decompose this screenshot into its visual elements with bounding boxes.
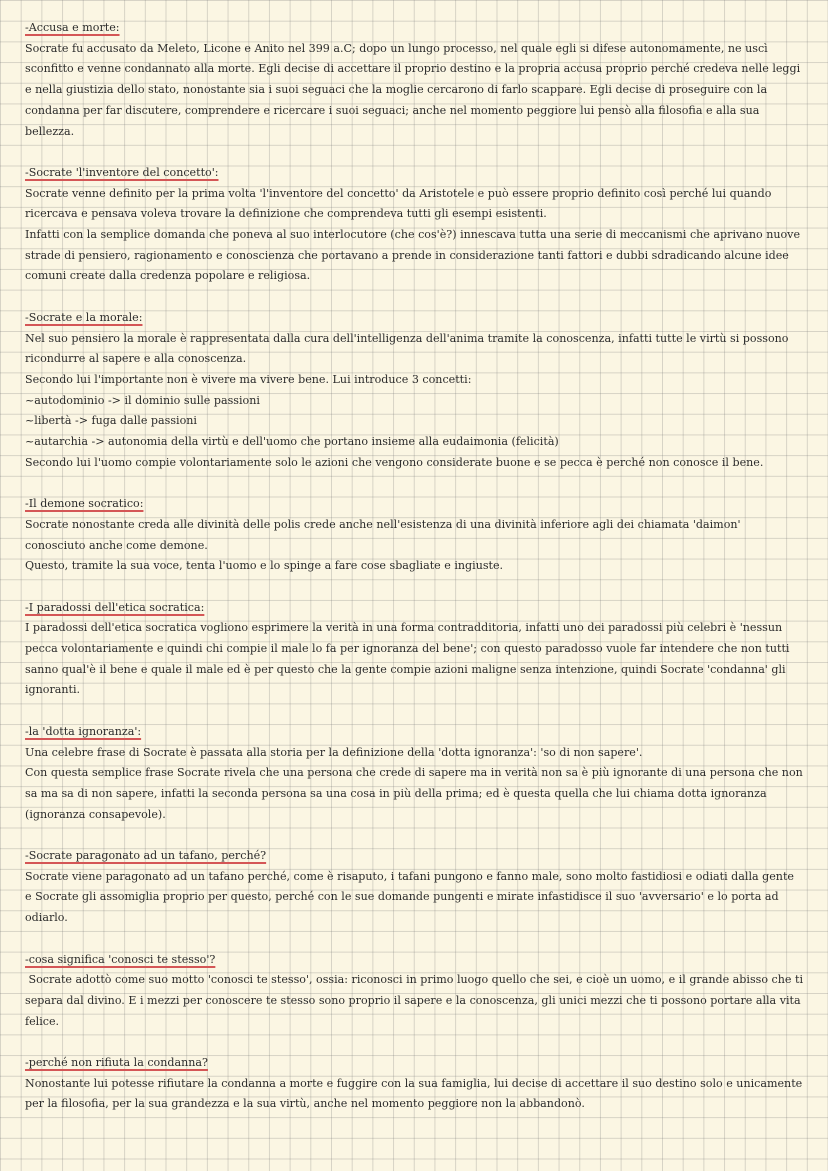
paragraph: I paradossi dell'etica socratica vogliono esprimere la verità in una forma contradditoria, infatti uno dei paradossi più celebri è 'nessun pecca volontariamente e quindi chi compie il male lo fa per ignoranza del bene'; con questo paradosso vuole far intendere che non tutti sanno qual'è il bene e quale il male ed è per questo che la gente compie azioni maligne senza intenzione, quindi Socrate 'condanna' gli ignoranti. [25, 621, 790, 697]
paragraph: Socrate fu accusato da Meleto, Licone e Anito nel 399 a.C; dopo un lungo processo, nel quale egli si difese autonomamente, ne uscì sconfitto e venne condannato alla morte. Egli decise di accettare il proprio destino e la propria accusa proprio perché credeva nelle leggi e nella giustizia dello stato, nonostante sia i suoi seguaci che la moglie cercarono di farlo scappare. Egli decise di proseguire con la condanna per far discutere, comprendere e ricercare i suoi seguaci; anche nel momento peggiore lui pensò alla filosofia e alla sua bellezza. [25, 41, 801, 138]
section-heading: -I paradossi dell'etica socratica: [25, 600, 205, 614]
paragraph: Con questa semplice frase Socrate rivela che una persona che crede di sapere ma in verità non sa è più ignorante di una persona che non sa ma sa di non sapere, infatti la seconda persona sa una cosa in più della prima; ed è questa quella che lui chiama dotta ignoranza (ignoranza consapevole). [25, 766, 803, 821]
section-heading: -Socrate e la morale: [25, 310, 143, 324]
section-heading: -Socrate 'l'inventore del concetto': [25, 165, 219, 179]
paragraph: Una celebre frase di Socrate è passata alla storia per la definizione della 'dotta ignoranza': 'so di non sapere'. [25, 745, 643, 759]
section-dotta-ignoranza [25, 722, 803, 826]
paragraph: Socrate venne definito per la prima volta 'l'inventore del concetto' da Aristotele e può essere proprio definito così perché lui quando ricercava e pensava voleva trovare la definizione che comprendeva tutti gli esempi esistenti. [25, 186, 772, 221]
list-item: ~autarchia -> autonomia della virtù e dell'uomo che portano insieme alla eudaimonia (felicità) [25, 435, 559, 449]
section-heading: -Accusa e morte: [25, 21, 120, 34]
paragraph: Socrate adottò come suo motto 'conosci te stesso', ossia: riconosci in primo luogo quello che sei, e cioè un uomo, e il grande abisso che ti separa dal divino. E i mezzi per conoscere te stesso sono proprio il sapere e la conoscenza, gli unici mezzi che ti possono portare alla vita felice. [25, 973, 807, 1028]
paragraph: Infatti con la semplice domanda che poneva al suo interlocutore (che cos'è?) innescava tutta una serie di meccanismi che aprivano nuove strade di pensiero, ragionamento e conoscienza che portavano a prende in considerazione tanti fattori e dubbi sdradicando alcune idee comuni create dalla credenza popolare e religiosa. [25, 228, 801, 283]
section-conosci-te-stesso [25, 950, 807, 1033]
section-inventore-del-concetto [25, 163, 803, 287]
section-heading: -Socrate paragonato ad un tafano, perché? [25, 849, 267, 863]
list-item: ~libertà -> fuga dalle passioni [25, 414, 197, 428]
section-heading: -la 'dotta ignoranza': [25, 724, 142, 738]
paragraph: Questo, tramite la sua voce, tenta l'uomo e lo spinge a fare cose sbagliate e ingiuste. [25, 559, 504, 573]
section-heading: -cosa significa 'conosci te stesso'? [25, 952, 216, 966]
paragraph: Socrate viene paragonato ad un tafano perché, come è risaputo, i tafani pungono e fanno male, sono molto fastidiosi e odiati dalla gente e Socrate gli assomiglia proprio per questo, perché con le sue domande pungenti e mirate infastidisce il suo 'avversario' e lo porta ad odiarlo. [25, 869, 794, 925]
section-demone-socratico [25, 494, 803, 577]
section-heading: -Il demone socratico: [25, 497, 144, 511]
paragraph: Socrate nonostante creda alle divinità delle polis crede anche nell'esistenza di una divinità inferiore agli dei chiamata 'daimon' conosciuto anche come demone. [25, 517, 741, 552]
paragraph: Secondo lui l'uomo compie volontariamente solo le azioni che vengono considerate buone e se pecca è perché non conosce il bene. [25, 455, 764, 469]
section-paradossi [25, 598, 803, 702]
paragraph: Secondo lui l'importante non è vivere ma vivere bene. Lui introduce 3 concetti: [25, 372, 472, 386]
section-accusa-e-morte [25, 18, 803, 142]
paragraph: Nonostante lui potesse rifiutare la condanna a morte e fuggire con la sua famiglia, lui decise di accettare il suo destino solo e unicamente per la filosofia, per la sua grandezza e la sua virtù, anche nel momento peggiore non la abbandonò. [25, 1076, 803, 1111]
section-heading: -perché non rifiuta la condanna? [25, 1056, 208, 1070]
paragraph: Nel suo pensiero la morale è rappresentata dalla cura dell'intelligenza dell'anima tramite la conoscenza, infatti tutte le virtù si possono ricondurre al sapere e alla conoscenza. [25, 331, 789, 366]
notes-page [25, 18, 807, 1136]
list-item: ~autodominio -> il dominio sulle passioni [25, 393, 260, 407]
section-non-rifiuta-condanna [25, 1053, 803, 1115]
section-tafano [25, 846, 803, 929]
section-socrate-e-la-morale [25, 308, 803, 474]
